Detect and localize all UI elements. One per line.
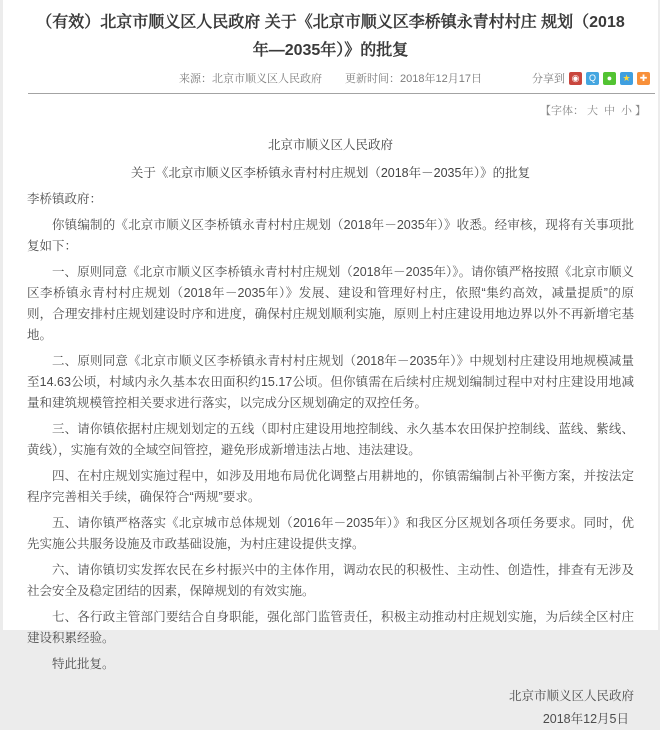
font-selector-suffix: 】: [635, 105, 646, 117]
doc-paragraph-3: 三、请你镇依据村庄规划划定的五线（即村庄建设用地控制线、永久基本农田保护控制线、蓝线、紫线、黄线），实施有效的全域空间管控，避免形成新增违法占地、违法建设。: [27, 422, 634, 457]
meta-row: [3, 70, 658, 86]
more-share-icon[interactable]: ✚: [637, 72, 650, 85]
doc-closing: 特此批复。: [52, 657, 115, 671]
source-text: 来源：北京市顺义区人民政府: [178, 73, 322, 85]
font-size-medium-button[interactable]: 中: [604, 105, 615, 117]
font-size-large-button[interactable]: 大: [587, 105, 598, 117]
doc-paragraph-6: 六、请你镇切实发挥农民在乡村振兴中的主体作用，调动农民的积极性、主动性、创造性，排查有无涉及社会安全及稳定团结的因素，保障规划的有效实施。: [27, 563, 634, 598]
qzone-icon[interactable]: ★: [620, 72, 633, 85]
share-bar: [532, 70, 650, 86]
font-selector-prefix: 【字体：: [540, 105, 584, 117]
article-page: [3, 0, 658, 726]
doc-salutation: 李桥镇政府：: [27, 192, 103, 206]
sina-weibo-icon[interactable]: ◉: [569, 72, 582, 85]
wechat-icon[interactable]: ●: [603, 72, 616, 85]
tencent-weibo-icon[interactable]: Q: [586, 72, 599, 85]
doc-paragraph-5: 五、请你镇严格落实《北京城市总体规划（2016年－2035年）》和我区分区规划各项任务要求。同时，优先实施公共服务设施及市政基础设施，为村庄建设提供支撑。: [27, 516, 634, 551]
share-label: 分享到: [532, 73, 565, 85]
font-size-small-button[interactable]: 小: [621, 105, 632, 117]
updated-text: 更新时间：2018年12月17日: [345, 73, 482, 85]
doc-subject-line: 关于《北京市顺义区李桥镇永青村村庄规划（2018年－2035年）》的批复: [130, 166, 531, 180]
font-size-selector: [3, 102, 658, 118]
doc-date: 2018年12月5日: [542, 712, 629, 726]
doc-paragraph-1: 一、原则同意《北京市顺义区李桥镇永青村村庄规划（2018年－2035年）》。请你镇严格按照《北京市顺义区李桥镇永青村村庄规划（2018年－2035年）》发展、建设和管理好村庄，依照“集约高效，减量提质”的原则，合理安排村庄规划建设时序和进度，确保村庄规划顺利实施，原则上村庄建设用地边界以外不再新增宅基地。: [27, 265, 634, 342]
doc-signature: 北京市顺义区人民政府: [508, 689, 634, 703]
page-title: （有效）北京市顺义区人民政府 关于《北京市顺义区李桥镇永青村村庄 规划（2018年—2035年）》的批复: [36, 14, 625, 59]
doc-paragraph-2: 二、原则同意《北京市顺义区李桥镇永青村村庄规划（2018年－2035年）》中规划村庄建设用地规模减量至14.63公顷，村域内永久基本农田面积约15.17公顷。但你镇需在后续村庄规划编制过程中对村庄建设用地减量和建筑规模管控相关要求进行落实，以完成分区规划确定的双控任务。: [27, 354, 634, 410]
doc-issuer-line: 北京市顺义区人民政府: [267, 138, 393, 152]
doc-paragraph-intro: 你镇编制的《北京市顺义区李桥镇永青村村庄规划（2018年－2035年）》收悉。经审核，现将有关事项批复如下：: [27, 218, 634, 253]
doc-paragraph-4: 四、在村庄规划实施过程中，如涉及用地布局优化调整占用耕地的，你镇需编制占补平衡方案，并按法定程序完善相关手续，确保符合“两规”要求。: [27, 469, 634, 504]
header-divider: [28, 93, 655, 94]
document-body: [3, 135, 658, 730]
doc-paragraph-7: 七、各行政主管部门要结合自身职能，强化部门监管责任，积极主动推动村庄规划实施，为后续全区村庄建设积累经验。: [27, 610, 634, 645]
